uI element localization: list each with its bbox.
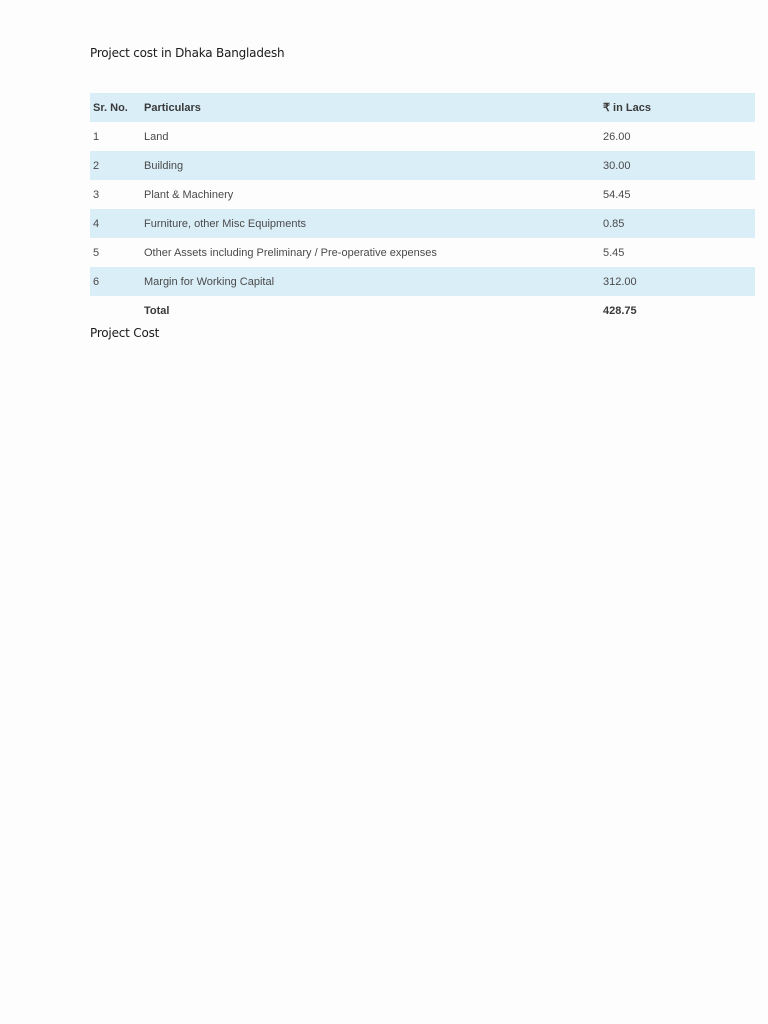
cell-particulars: Furniture, other Misc Equipments	[144, 217, 307, 230]
cell-amount: 54.45	[603, 188, 631, 201]
cell-sr-no: 5	[93, 246, 100, 259]
header-sr-no: Sr. No.	[93, 101, 128, 114]
cell-amount: 26.00	[603, 130, 631, 143]
total-amount: 428.75	[603, 304, 637, 317]
cell-sr-no: 6	[93, 275, 100, 288]
table-header-row	[90, 93, 755, 122]
table-row	[90, 238, 755, 267]
cell-sr-no: 4	[93, 217, 100, 230]
table-row	[90, 267, 755, 296]
cell-sr-no: 2	[93, 159, 100, 172]
table-row	[90, 180, 755, 209]
table-total-row	[90, 296, 755, 325]
cell-amount: 312.00	[603, 275, 637, 288]
project-cost-table	[90, 93, 755, 325]
header-amount: ₹ in Lacs	[603, 102, 651, 114]
cell-particulars: Building	[144, 159, 184, 172]
header-particulars: Particulars	[144, 101, 201, 114]
cell-sr-no: 3	[93, 188, 100, 201]
table-caption: Project Cost	[90, 326, 160, 340]
cell-amount: 0.85	[603, 217, 625, 230]
cell-particulars: Other Assets including Preliminary / Pre-operative expenses	[144, 246, 437, 259]
total-label: Total	[144, 304, 170, 317]
cell-amount: 5.45	[603, 246, 625, 259]
cell-particulars: Land	[144, 130, 169, 143]
cell-sr-no: 1	[93, 130, 100, 143]
cell-amount: 30.00	[603, 159, 631, 172]
cell-particulars: Plant & Machinery	[144, 188, 234, 201]
table-row	[90, 122, 755, 151]
cell-sr-no-empty	[90, 296, 144, 325]
table-row	[90, 209, 755, 238]
cell-particulars: Margin for Working Capital	[144, 275, 275, 288]
table-row	[90, 151, 755, 180]
page-title: Project cost in Dhaka Bangladesh	[90, 46, 285, 60]
